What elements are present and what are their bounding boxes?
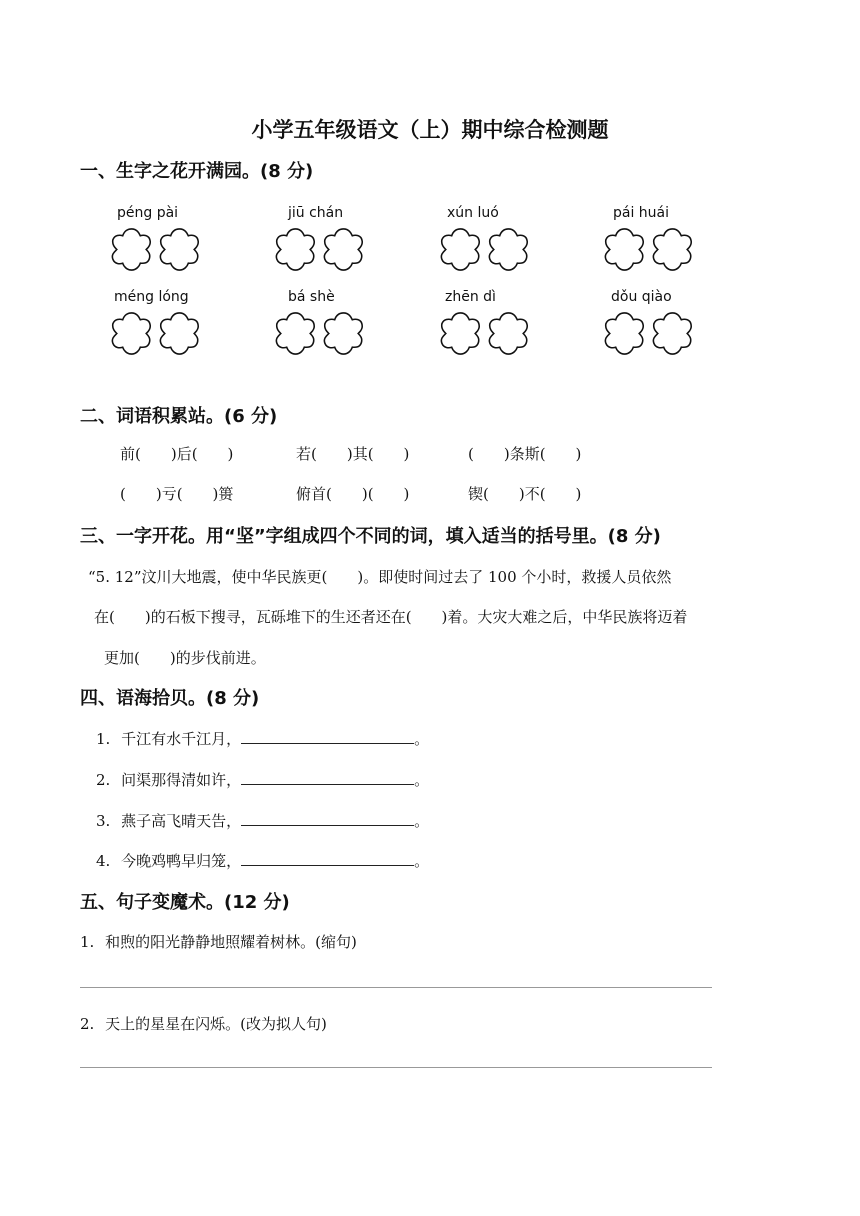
poem-end: 。 (414, 730, 430, 748)
answer-blank[interactable] (241, 864, 414, 866)
poem-end: 。 (414, 812, 430, 830)
pinyin-label: jiū chán (288, 205, 344, 221)
idiom-fill[interactable]: 锲( )不( ) (468, 485, 582, 503)
answer-blank[interactable] (241, 783, 414, 785)
task-text: 和煦的阳光静静地照耀着树林。(缩句) (105, 933, 357, 951)
flower-box-icon[interactable] (156, 226, 203, 273)
sentence-task (80, 931, 357, 952)
flower-box-icon[interactable] (649, 310, 696, 357)
poem-item (96, 850, 429, 871)
answer-line[interactable] (80, 1067, 712, 1068)
pinyin-label: zhēn dì (445, 289, 496, 305)
flower-box-icon[interactable] (601, 310, 648, 357)
flower-box-icon[interactable] (320, 310, 367, 357)
flower-box-icon[interactable] (485, 226, 532, 273)
pinyin-label: bá shè (288, 289, 335, 305)
pinyin-label: pái huái (613, 205, 670, 221)
paragraph-line: 更加( )的步伐前进。 (104, 649, 266, 667)
item-number: 3. (96, 812, 111, 830)
page-title: 小学五年级语文（上）期中综合检测题 (251, 118, 609, 142)
answer-blank[interactable] (241, 824, 414, 826)
flower-box-icon[interactable] (272, 310, 319, 357)
answer-line[interactable] (80, 987, 712, 988)
poem-text: 今晚鸡鸭早归笼， (121, 852, 242, 870)
poem-item (96, 769, 429, 790)
flower-box-icon[interactable] (649, 226, 696, 273)
item-number: 2. (80, 1015, 95, 1033)
section-2-heading: 二、词语积累站。(6 分) (80, 406, 278, 427)
poem-end: 。 (414, 852, 430, 870)
pinyin-label: xún luó (447, 205, 499, 221)
idiom-fill[interactable]: 若( )其( ) (296, 445, 410, 463)
flower-box-icon[interactable] (320, 226, 367, 273)
item-number: 2. (96, 771, 111, 789)
section-1-heading: 一、生字之花开满园。(8 分) (80, 161, 314, 182)
poem-end: 。 (414, 771, 430, 789)
poem-text: 燕子高飞晴天告， (121, 812, 242, 830)
idiom-fill[interactable]: 前( )后( ) (120, 445, 234, 463)
flower-box-icon[interactable] (272, 226, 319, 273)
poem-text: 问渠那得清如许， (121, 771, 242, 789)
section-5-heading: 五、句子变魔术。(12 分) (80, 892, 290, 913)
item-number: 4. (96, 852, 111, 870)
flower-box-icon[interactable] (485, 310, 532, 357)
flower-box-icon[interactable] (108, 226, 155, 273)
poem-item (96, 810, 429, 831)
pinyin-label: dǒu qiào (611, 289, 672, 305)
paragraph-line: 在( )的石板下搜寻，瓦砾堆下的生还者还在( )着。大灾大难之后，中华民族将迈着 (94, 608, 688, 626)
item-number: 1. (80, 933, 95, 951)
flower-box-icon[interactable] (437, 310, 484, 357)
item-number: 1. (96, 730, 111, 748)
task-text: 天上的星星在闪烁。(改为拟人句) (105, 1015, 327, 1033)
answer-blank[interactable] (241, 742, 414, 744)
section-3-heading: 三、一字开花。用“坚”字组成四个不同的词，填入适当的括号里。(8 分) (80, 526, 661, 547)
idiom-fill[interactable]: ( )亏( )篑 (120, 485, 234, 503)
pinyin-label: méng lóng (114, 289, 189, 305)
flower-box-icon[interactable] (108, 310, 155, 357)
sentence-task (80, 1013, 327, 1034)
section-4-heading: 四、语海拾贝。(8 分) (80, 688, 260, 709)
poem-item (96, 728, 429, 749)
poem-text: 千江有水千江月， (121, 730, 242, 748)
idiom-fill[interactable]: ( )条斯( ) (468, 445, 582, 463)
flower-box-icon[interactable] (156, 310, 203, 357)
flower-box-icon[interactable] (437, 226, 484, 273)
pinyin-label: péng pài (117, 205, 179, 221)
paragraph-line: “5. 12”汶川大地震，使中华民族更( )。即使时间过去了 100 个小时，救援人员依然 (88, 568, 672, 586)
flower-box-icon[interactable] (601, 226, 648, 273)
idiom-fill[interactable]: 俯首( )( ) (296, 485, 410, 503)
